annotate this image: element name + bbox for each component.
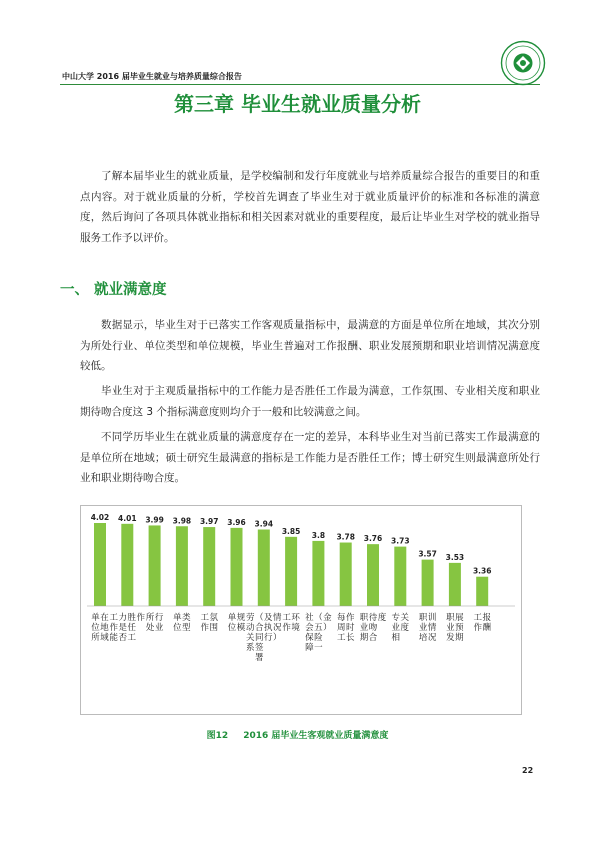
paragraph-1: 数据显示，毕业生对于已落实工作客观质量指标中，最满意的方面是单位所在地域，其次分别为所处行业、单位类型和单位规模，毕业生普遍对工作报酬、职业发展预期和职业培训情况满意度较低。 — [80, 319, 540, 372]
svg-text:障: 障 — [305, 643, 314, 653]
svg-text:职: 职 — [418, 613, 428, 623]
category-label-12 — [392, 612, 410, 643]
svg-text:合: 合 — [368, 633, 378, 643]
svg-text:境: 境 — [291, 623, 300, 633]
bar-15 — [476, 577, 488, 606]
svg-text:及: 及 — [264, 613, 273, 623]
figure-title: 2016 届毕业生客观就业质量满意度 — [243, 731, 389, 741]
category-label-14 — [446, 613, 464, 643]
svg-text:期: 期 — [359, 633, 369, 643]
header-divider — [60, 84, 540, 85]
svg-text:行: 行 — [154, 613, 164, 623]
bar-14 — [449, 563, 461, 606]
bar-13 — [422, 560, 434, 606]
svg-text:每: 每 — [336, 613, 346, 623]
svg-text:执: 执 — [264, 623, 273, 633]
svg-text:保: 保 — [305, 633, 314, 643]
svg-text:训: 训 — [427, 613, 437, 623]
category-label-1 — [91, 612, 109, 643]
value-label-5: 3.97 — [199, 517, 219, 527]
category-label-6 — [228, 612, 246, 633]
svg-text:作: 作 — [282, 623, 291, 633]
svg-text:业: 业 — [359, 623, 369, 633]
svg-text:围: 围 — [209, 623, 218, 633]
svg-text:金: 金 — [323, 613, 332, 623]
intro-paragraph: 了解本届毕业生的就业质量，是学校编制和发行年度就业与培养质量综合报告的重要目的和重点内容。对于就业质量的分析，学校首先调查了毕业生对于就业质量评价的标准和各标准的满意度，然后询问了各项具体就业指标和相关因素对就业的重要程度，最后让毕业生对学校的就业指导服务工作予以评价。 — [80, 170, 540, 244]
value-label-9: 3.8 — [311, 530, 326, 540]
bar-5 — [203, 527, 215, 606]
svg-text:周: 周 — [336, 623, 346, 633]
running-header: 中山大学 2016 届毕业生就业与培养质量综合报告 — [62, 72, 242, 81]
svg-text:报: 报 — [482, 613, 491, 623]
value-label-15: 3.36 — [472, 566, 492, 576]
value-label-1: 4.02 — [90, 513, 110, 522]
svg-text:行: 行 — [264, 633, 273, 643]
value-label-2: 4.01 — [118, 513, 137, 523]
svg-text:酬: 酬 — [482, 623, 491, 633]
svg-text:期: 期 — [455, 633, 464, 643]
svg-text:专: 专 — [391, 613, 401, 623]
svg-text:劳: 劳 — [246, 613, 255, 623]
svg-text:是: 是 — [118, 623, 128, 633]
svg-text:规: 规 — [236, 613, 246, 623]
svg-text:位: 位 — [227, 623, 237, 633]
svg-text:动: 动 — [246, 623, 255, 633]
svg-text:吻: 吻 — [368, 623, 378, 633]
value-label-14: 3.53 — [445, 552, 465, 562]
chapter-title: 第三章 毕业生就业质量分析 — [174, 92, 421, 116]
category-label-10 — [337, 612, 355, 643]
svg-text:类: 类 — [182, 613, 191, 623]
page-number: 22 — [522, 766, 534, 775]
category-label-3 — [146, 612, 164, 633]
svg-text:发: 发 — [446, 633, 455, 643]
svg-text:（: （ — [314, 613, 323, 623]
university-seal-icon — [500, 40, 546, 86]
svg-text:单: 单 — [173, 613, 182, 623]
svg-text:作: 作 — [345, 613, 355, 623]
value-label-13: 3.57 — [418, 549, 437, 559]
paragraph-2: 毕业生对于主观质量指标中的工作能力是否胜任工作最为满意，工作氛围、专业相关度和职业期待吻合度这 3 个指标满意度则均介于一般和比较满意之间。 — [80, 385, 540, 418]
section-title: 一、 就业满意度 — [60, 282, 167, 298]
svg-text:所: 所 — [91, 633, 100, 643]
svg-text:单: 单 — [227, 613, 237, 623]
svg-text:职: 职 — [446, 613, 455, 623]
svg-text:会: 会 — [305, 623, 314, 633]
bar-1 — [94, 523, 106, 606]
category-label-5 — [200, 612, 218, 633]
svg-text:型: 型 — [182, 623, 191, 633]
svg-text:作: 作 — [136, 613, 146, 623]
svg-text:关: 关 — [246, 633, 255, 643]
svg-text:业: 业 — [154, 623, 164, 633]
svg-text:力: 力 — [118, 613, 128, 623]
svg-text:业: 业 — [446, 623, 455, 633]
svg-text:关: 关 — [400, 613, 410, 623]
svg-text:培: 培 — [418, 633, 428, 643]
svg-text:签: 签 — [255, 643, 264, 653]
svg-text:工: 工 — [109, 613, 119, 623]
svg-text:展: 展 — [455, 613, 464, 623]
svg-text:工: 工 — [200, 613, 209, 623]
svg-text:待: 待 — [368, 613, 378, 623]
value-label-11: 3.76 — [363, 534, 383, 544]
bar-12 — [394, 547, 406, 606]
figure-number: 图12 — [206, 731, 229, 741]
svg-text:一: 一 — [314, 643, 323, 653]
svg-text:单: 单 — [91, 613, 100, 623]
bar-11 — [367, 544, 379, 606]
value-label-10: 3.78 — [336, 532, 355, 542]
paragraph-3: 不同学历毕业生在就业质量的满意度存在一定的差异，本科毕业生对当前已落实工作最满意的是单位所在地域；硕士研究生最满意的指标是工作能力是否胜任工作；博士研究生则最满意所处行业和职业期待吻合度。 — [80, 431, 540, 484]
bar-9 — [312, 541, 324, 606]
svg-text:（: （ — [255, 613, 264, 623]
svg-text:况: 况 — [427, 633, 437, 643]
svg-text:作: 作 — [473, 623, 482, 633]
svg-text:预: 预 — [455, 623, 464, 633]
svg-text:业: 业 — [418, 623, 428, 633]
bar-6 — [231, 528, 243, 606]
figure-caption — [0, 728, 595, 741]
svg-text:）: ） — [273, 633, 282, 643]
svg-text:作: 作 — [200, 623, 209, 633]
svg-text:）: ） — [323, 623, 332, 633]
svg-text:度: 度 — [400, 623, 410, 633]
svg-text:业: 业 — [391, 623, 401, 633]
svg-text:模: 模 — [236, 623, 246, 633]
bar-8 — [285, 537, 297, 606]
svg-text:作: 作 — [109, 623, 119, 633]
svg-text:度: 度 — [377, 613, 387, 623]
bar-2 — [121, 524, 133, 606]
category-label-9 — [305, 612, 332, 653]
category-label-8 — [282, 613, 300, 633]
value-label-7: 3.94 — [254, 519, 274, 529]
svg-text:氛: 氛 — [209, 613, 218, 623]
value-label-6: 3.96 — [227, 517, 246, 527]
svg-text:况: 况 — [273, 623, 282, 633]
value-label-12: 3.73 — [391, 536, 410, 546]
bar-10 — [340, 543, 352, 606]
svg-text:情: 情 — [273, 613, 282, 623]
category-label-7 — [246, 612, 282, 663]
svg-text:在: 在 — [100, 613, 109, 623]
svg-text:系: 系 — [246, 643, 255, 653]
value-label-8: 3.85 — [281, 526, 301, 536]
svg-text:位: 位 — [91, 623, 100, 633]
svg-text:所: 所 — [145, 613, 155, 623]
category-label-11 — [360, 612, 387, 643]
svg-text:工: 工 — [282, 613, 291, 623]
svg-text:域: 域 — [100, 633, 109, 643]
svg-text:情: 情 — [427, 623, 437, 633]
svg-text:处: 处 — [145, 623, 155, 633]
satisfaction-bar-chart — [81, 506, 521, 714]
svg-text:工: 工 — [127, 633, 137, 643]
category-label-4 — [173, 612, 191, 633]
svg-text:地: 地 — [100, 623, 109, 633]
bar-7 — [258, 530, 270, 606]
svg-text:能: 能 — [109, 633, 119, 643]
svg-text:任: 任 — [127, 623, 137, 633]
svg-text:合: 合 — [255, 623, 264, 633]
svg-text:否: 否 — [118, 633, 128, 643]
svg-text:职: 职 — [359, 613, 369, 623]
category-label-2 — [110, 612, 146, 643]
svg-text:署: 署 — [255, 653, 264, 663]
svg-text:工: 工 — [336, 633, 346, 643]
svg-text:环: 环 — [291, 613, 300, 623]
value-label-3: 3.99 — [145, 515, 164, 525]
value-label-4: 3.98 — [172, 516, 192, 526]
svg-text:社: 社 — [305, 613, 314, 623]
satisfaction-chart-frame — [80, 505, 522, 715]
svg-text:五: 五 — [314, 623, 323, 633]
category-label-15 — [473, 612, 491, 633]
svg-text:险: 险 — [314, 633, 323, 643]
svg-text:位: 位 — [173, 623, 182, 633]
category-label-13 — [419, 612, 437, 643]
svg-text:工: 工 — [473, 613, 482, 623]
bar-4 — [176, 526, 188, 606]
svg-text:同: 同 — [255, 633, 264, 643]
bar-3 — [149, 525, 161, 606]
svg-text:相: 相 — [391, 633, 401, 643]
svg-text:长: 长 — [345, 633, 355, 643]
svg-text:时: 时 — [345, 623, 355, 633]
svg-text:胜: 胜 — [127, 613, 137, 623]
